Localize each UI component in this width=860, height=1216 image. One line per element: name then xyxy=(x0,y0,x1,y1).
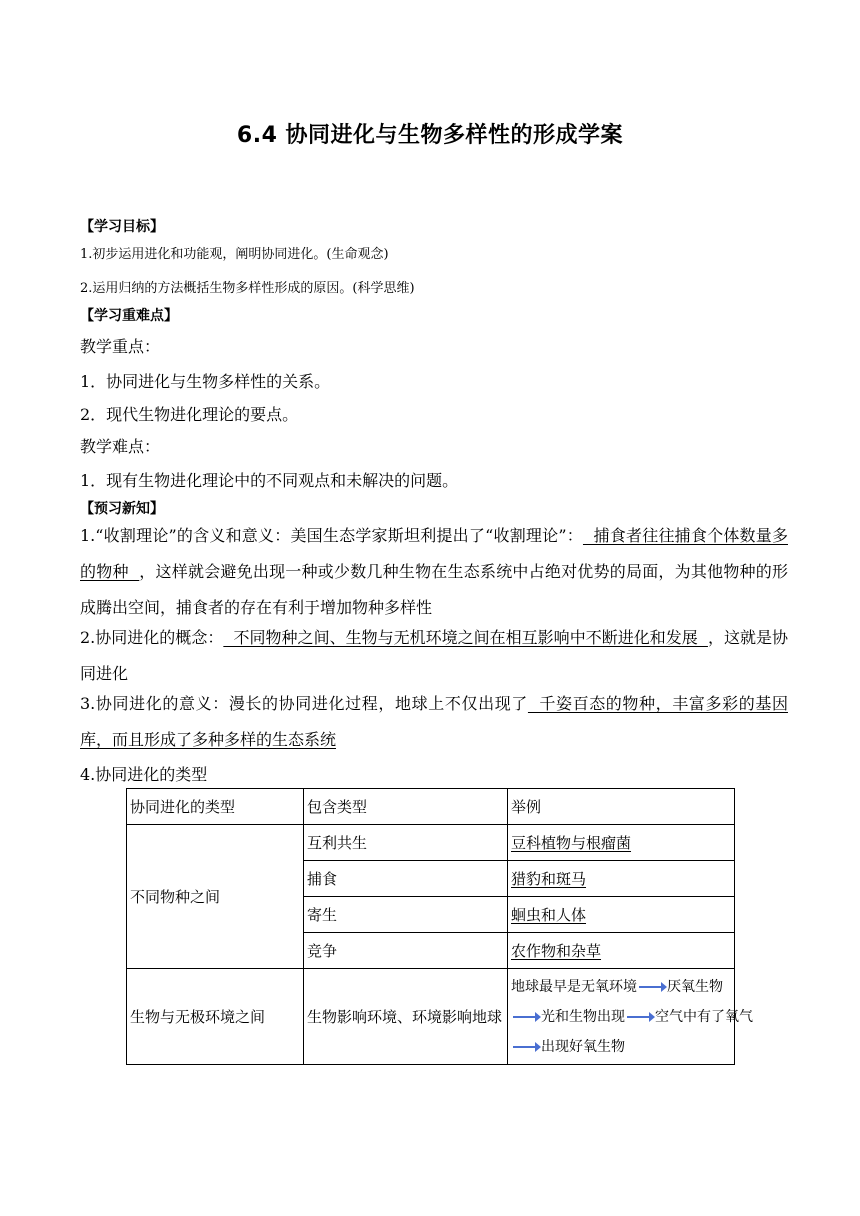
difficulty-item-1: 1．现有生物进化理论中的不同观点和未解决的问题。 xyxy=(80,471,459,490)
evolution-flow xyxy=(511,972,753,1062)
flow-step: 厌氧生物 xyxy=(667,978,723,995)
arrow-right-icon xyxy=(513,1046,539,1048)
kind-cell: 寄生 xyxy=(304,897,508,933)
arrow-right-icon xyxy=(513,1016,539,1018)
question-1-suffix: ，这样就会避免出现一种或少数几种生物在生态系统中占绝对优势的局面，为其他物种的形成腾出空间，捕食者的存在有利于增加物种多样性 xyxy=(80,562,788,617)
focus-item-2: 2．现代生物进化理论的要点。 xyxy=(80,405,299,424)
table-header-kind: 包含类型 xyxy=(304,789,508,825)
focus-item-1: 1．协同进化与生物多样性的关系。 xyxy=(80,372,331,391)
goal-item-1: 1.初步运用进化和功能观，阐明协同进化。(生命观念) xyxy=(80,247,389,262)
question-3 xyxy=(80,686,788,758)
type-between-species: 不同物种之间 xyxy=(127,825,304,969)
kind-cell: 互利共生 xyxy=(304,825,508,861)
focus-label: 教学重点： xyxy=(80,337,161,356)
example-cell: 农作物和杂草 xyxy=(508,933,735,969)
example-cell: 蛔虫和人体 xyxy=(508,897,735,933)
table-row xyxy=(127,825,735,861)
question-3-prefix: 3.协同进化的意义：漫长的协同进化过程，地球上不仅出现了 xyxy=(80,694,528,713)
example-cell: 豆科植物与根瘤菌 xyxy=(508,825,735,861)
question-1 xyxy=(80,518,788,626)
arrow-right-icon xyxy=(627,1016,653,1018)
example-cell: 猎豹和斑马 xyxy=(508,861,735,897)
difficulty-label: 教学难点： xyxy=(80,437,161,456)
question-2-answer: 不同物种之间、生物与无机环境之间在相互影响中不断进化和发展 xyxy=(223,628,708,647)
table-header-example: 举例 xyxy=(508,789,735,825)
table-header-type: 协同进化的类型 xyxy=(127,789,304,825)
flow-step: 空气中有了氧气 xyxy=(655,1008,753,1025)
question-2-suffix: ，这就是协同进化 xyxy=(80,628,788,683)
table-header-row xyxy=(127,789,735,825)
question-2 xyxy=(80,620,788,692)
key-points-heading: 【学习重难点】 xyxy=(80,308,178,324)
kind-cell: 生物影响环境、环境影响地球 xyxy=(304,969,508,1065)
question-2-prefix: 2.协同进化的概念： xyxy=(80,628,224,647)
question-4: 4.协同进化的类型 xyxy=(80,765,208,784)
question-1-answer: 捕食者往往捕食个体数量多的物种 xyxy=(80,526,788,581)
preview-heading: 【预习新知】 xyxy=(80,501,164,517)
goals-heading: 【学习目标】 xyxy=(80,219,164,235)
question-3-answer: 千姿百态的物种，丰富多彩的基因库，而且形成了多种多样的生态系统 xyxy=(80,694,788,749)
type-organism-environment: 生物与无极环境之间 xyxy=(127,969,304,1065)
arrow-right-icon xyxy=(639,986,665,988)
kind-cell: 竞争 xyxy=(304,933,508,969)
example-flow-cell xyxy=(508,969,753,1065)
flow-step: 光和生物出现 xyxy=(541,1008,625,1025)
flow-step: 地球最早是无氧环境 xyxy=(511,978,637,995)
goal-item-2: 2.运用归纳的方法概括生物多样性形成的原因。(科学思维) xyxy=(80,281,415,296)
question-1-prefix: 1.“收割理论”的含义和意义：美国生态学家斯坦利提出了“收割理论”： xyxy=(80,526,583,545)
coevolution-types-table xyxy=(126,788,753,1065)
kind-cell: 捕食 xyxy=(304,861,508,897)
flow-step: 出现好氧生物 xyxy=(541,1038,625,1055)
page-title: 6.4 协同进化与生物多样性的形成学案 xyxy=(236,123,624,148)
table-row xyxy=(127,969,735,1065)
